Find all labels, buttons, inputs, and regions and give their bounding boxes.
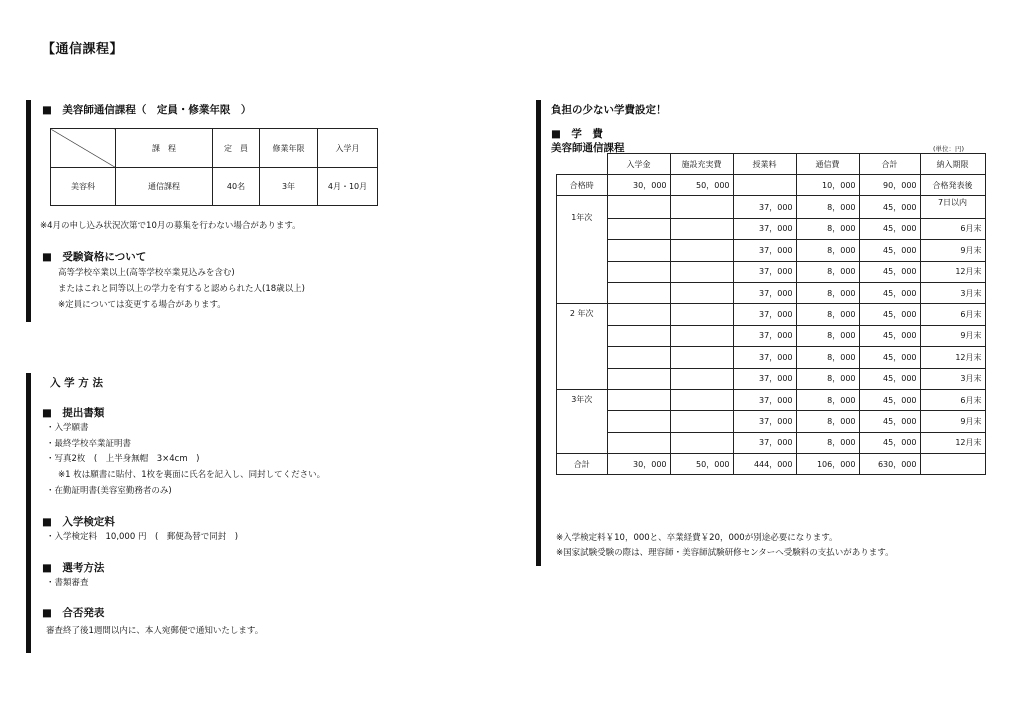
fees-deadline: 9月末 <box>920 325 985 346</box>
fees-cell <box>607 411 670 432</box>
fees-deadline: 9月末 <box>920 240 985 261</box>
fees-cell: 45，000 <box>859 196 920 218</box>
fees-deadline: 6月末 <box>920 218 985 239</box>
fees-unit: (単位：円) <box>933 145 965 153</box>
eligibility-line: ※定員については変更する場合があります。 <box>58 300 226 310</box>
fees-cell: 8，000 <box>796 389 859 410</box>
fees-col-header: 合計 <box>859 154 920 175</box>
fees-cell: 8，000 <box>796 261 859 282</box>
fees-cell: 50，000 <box>670 454 733 475</box>
eligibility-heading: ■ 受験資格について <box>42 251 147 263</box>
fees-cell: 37，000 <box>733 368 796 389</box>
fees-cell: 37，000 <box>733 304 796 325</box>
table-row <box>557 175 986 196</box>
fees-cell: 106，000 <box>796 454 859 475</box>
fees-cell <box>670 368 733 389</box>
page-title: 【通信課程】 <box>42 42 124 57</box>
fees-deadline: 6月末 <box>920 389 985 410</box>
left-section-bar-bottom <box>26 373 31 653</box>
fees-cell <box>607 261 670 282</box>
fees-cell: 45，000 <box>859 368 920 389</box>
table-row <box>557 347 986 368</box>
exam-fee-heading: ■ 入学検定料 <box>42 516 115 528</box>
left-section-bar-top <box>26 100 31 322</box>
fees-note: ※入学検定料￥10，000と、卒業経費￥20，000が別途必要になります。 <box>556 533 838 543</box>
fees-deadline: 7日以内 <box>920 196 985 218</box>
documents-line: ・写真2枚 ( 上半身無帽 3×4cm ) <box>46 454 200 464</box>
result-heading: ■ 合否発表 <box>42 607 105 619</box>
fees-row-label: 合格時 <box>557 175 608 196</box>
fees-cell: 37，000 <box>733 218 796 239</box>
fees-cell: 45，000 <box>859 325 920 346</box>
fees-cell: 45，000 <box>859 261 920 282</box>
table-row <box>557 411 986 432</box>
fees-deadline: 6月末 <box>920 304 985 325</box>
fees-cell: 45，000 <box>859 389 920 410</box>
fees-cell <box>670 411 733 432</box>
fees-cell: 10，000 <box>796 175 859 196</box>
fees-cell: 8，000 <box>796 240 859 261</box>
fees-cell: 45，000 <box>859 240 920 261</box>
fees-cell: 50，000 <box>670 175 733 196</box>
fees-cell <box>607 196 670 218</box>
right-section-bar <box>536 100 541 566</box>
fees-year-label: 2 年次 <box>557 304 608 390</box>
fees-cell <box>607 282 670 303</box>
table-row <box>557 432 986 453</box>
fees-cell: 37，000 <box>733 432 796 453</box>
fees-cell: 90，000 <box>859 175 920 196</box>
selection-line: ・書類審査 <box>46 578 89 588</box>
documents-line: ・最終学校卒業証明書 <box>46 439 132 449</box>
fees-cell: 8，000 <box>796 218 859 239</box>
eligibility-line: またはこれと同等以上の学力を有すると認められた人(18歳以上) <box>58 284 305 294</box>
course-table-header-capacity: 定 員 <box>213 129 260 168</box>
fees-cell <box>670 196 733 218</box>
documents-line: ※1 枚は願書に貼付、1枚を裏面に氏名を記入し、同封してください。 <box>58 470 326 480</box>
fees-note: ※国家試験受験の際は、理容師・美容師試験研修センターへ受験料の支払いがあります。 <box>556 548 894 558</box>
table-row <box>557 389 986 410</box>
fees-col-header: 授業料 <box>733 154 796 175</box>
fees-deadline: 12月末 <box>920 432 985 453</box>
course-table-years: 3年 <box>260 168 318 206</box>
fees-cell <box>670 304 733 325</box>
admission-heading: 入 学 方 法 <box>50 377 103 389</box>
course-table-subject: 美容科 <box>51 168 116 206</box>
fees-table-corner <box>557 154 608 175</box>
fees-cell <box>607 432 670 453</box>
fees-cell: 45，000 <box>859 347 920 368</box>
fees-cell <box>670 389 733 410</box>
selection-heading: ■ 選考方法 <box>42 562 105 574</box>
fees-cell <box>670 432 733 453</box>
documents-heading: ■ 提出書類 <box>42 407 105 419</box>
course-section-heading: ■ 美容師通信課程（ 定員・修業年限 ） <box>42 104 252 116</box>
fees-deadline: 12月末 <box>920 261 985 282</box>
table-row <box>557 240 986 261</box>
fees-cell: 37，000 <box>733 261 796 282</box>
course-table-corner <box>51 129 116 168</box>
fees-col-header: 通信費 <box>796 154 859 175</box>
fees-cell: 8，000 <box>796 432 859 453</box>
table-row <box>557 325 986 346</box>
fees-cell: 45，000 <box>859 218 920 239</box>
result-line: 審査終了後1週間以内に、本人宛郵便で通知いたします。 <box>46 626 264 636</box>
fees-cell: 37，000 <box>733 347 796 368</box>
fees-year-label: 1年次 <box>557 196 608 304</box>
course-table-capacity: 40名 <box>213 168 260 206</box>
fees-cell: 45，000 <box>859 282 920 303</box>
fees-sub-heading: ■ 学 費 <box>551 128 603 140</box>
fees-cell: 8，000 <box>796 347 859 368</box>
fees-cell <box>607 347 670 368</box>
documents-line: ・在勤証明書(美容室勤務者のみ) <box>46 486 172 496</box>
fees-deadline: 合格発表後 <box>920 175 985 196</box>
fees-cell: 8，000 <box>796 304 859 325</box>
exam-fee-line: ・入学検定料 10,000 円 ( 郵便為替で同封 ) <box>46 532 239 542</box>
fees-row-label: 合計 <box>557 454 608 475</box>
fees-cell: 8，000 <box>796 325 859 346</box>
course-note: ※4月の申し込み状況次第で10月の募集を行わない場合があります。 <box>40 221 301 231</box>
fees-cell <box>607 304 670 325</box>
fees-col-header: 施設充実費 <box>670 154 733 175</box>
table-row <box>557 261 986 282</box>
fees-cell <box>670 218 733 239</box>
fees-cell <box>733 175 796 196</box>
documents-line: ・入学願書 <box>46 423 89 433</box>
fees-deadline: 3月末 <box>920 282 985 303</box>
fees-cell: 8，000 <box>796 411 859 432</box>
fees-cell: 45，000 <box>859 304 920 325</box>
fees-cell <box>670 282 733 303</box>
fees-cell: 45，000 <box>859 411 920 432</box>
table-row <box>557 282 986 303</box>
table-row <box>557 218 986 239</box>
fees-cell: 30，000 <box>607 454 670 475</box>
fees-deadline: 3月末 <box>920 368 985 389</box>
course-table-month: 4月・10月 <box>318 168 378 206</box>
course-table-header-month: 入学月 <box>318 129 378 168</box>
fees-cell: 30，000 <box>607 175 670 196</box>
fees-cell: 37，000 <box>733 389 796 410</box>
fees-cell: 37，000 <box>733 240 796 261</box>
table-row <box>557 368 986 389</box>
fees-cell: 8，000 <box>796 282 859 303</box>
fees-cell <box>670 325 733 346</box>
fees-cell <box>670 240 733 261</box>
table-row <box>557 454 986 475</box>
eligibility-line: 高等学校卒業以上(高等学校卒業見込みを含む) <box>58 268 235 278</box>
fees-cell <box>607 218 670 239</box>
table-row <box>557 304 986 325</box>
course-table <box>50 128 378 206</box>
fees-main-heading: 負担の少ない学費設定！ <box>551 104 667 116</box>
fees-col-header: 入学金 <box>607 154 670 175</box>
fees-cell <box>607 389 670 410</box>
course-table-course: 通信課程 <box>116 168 213 206</box>
fees-cell: 630，000 <box>859 454 920 475</box>
fees-table-title: 美容師通信課程 <box>551 142 625 154</box>
fees-cell: 8，000 <box>796 196 859 218</box>
fees-year-label: 3年次 <box>557 389 608 453</box>
course-table-header-course: 課 程 <box>116 129 213 168</box>
fees-cell: 37，000 <box>733 196 796 218</box>
course-table-header-years: 修業年限 <box>260 129 318 168</box>
fees-cell <box>670 347 733 368</box>
fees-cell <box>670 261 733 282</box>
fees-col-header: 納入期限 <box>920 154 985 175</box>
fees-table <box>556 153 986 475</box>
fees-cell: 37，000 <box>733 325 796 346</box>
table-row <box>557 196 986 218</box>
fees-deadline: 9月末 <box>920 411 985 432</box>
fees-deadline: 12月末 <box>920 347 985 368</box>
fees-deadline <box>920 454 985 475</box>
fees-cell: 45，000 <box>859 432 920 453</box>
fees-cell <box>607 240 670 261</box>
fees-cell <box>607 325 670 346</box>
fees-cell: 37，000 <box>733 411 796 432</box>
fees-cell: 8，000 <box>796 368 859 389</box>
fees-cell <box>607 368 670 389</box>
fees-cell: 444，000 <box>733 454 796 475</box>
fees-cell: 37，000 <box>733 282 796 303</box>
